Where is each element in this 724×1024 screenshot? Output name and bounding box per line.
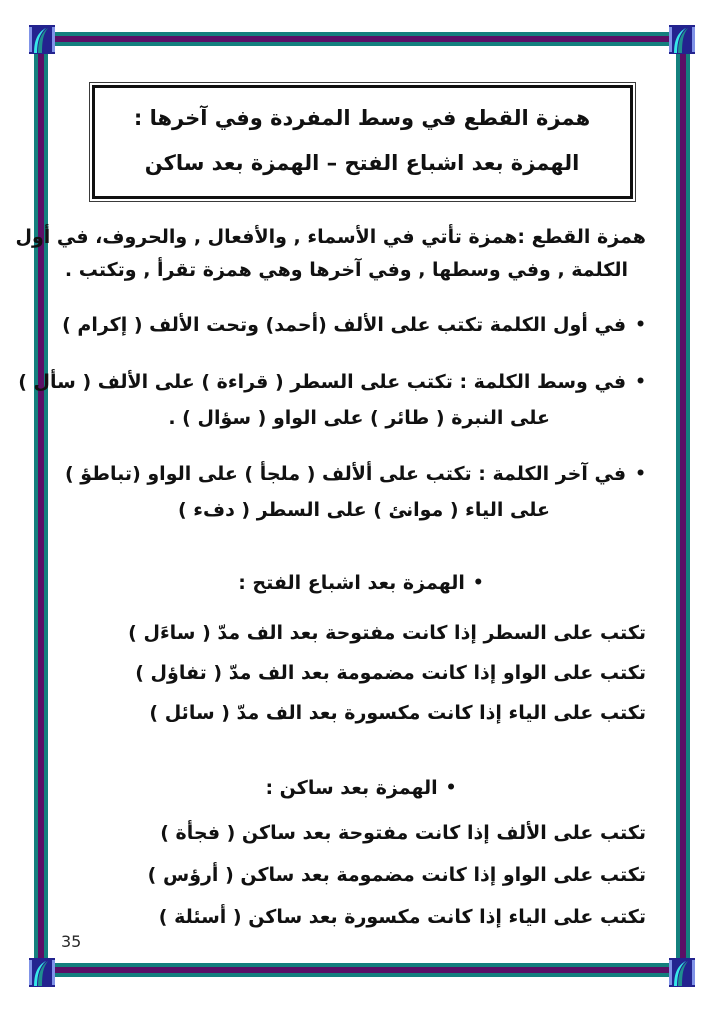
bullet-text: في آخر الكلمة : تكتب على ألألف ( ملجأ ) على الواو (تباطؤ )	[64, 463, 627, 485]
bullet-item-word-start	[62, 308, 646, 344]
frame-corner-ornament-icon	[29, 958, 55, 987]
bullet-line-continuation: على الياء ( موانئ ) على السطر ( دفء )	[177, 499, 550, 521]
body-text	[15, 221, 676, 938]
frame-corner-ornament-icon	[669, 25, 695, 54]
rule-line: تكتب على الواو إذا كانت مضمومة بعد الف مدّ ( تفاؤل )	[135, 662, 646, 684]
bullet-line	[18, 365, 646, 401]
bullet-line	[62, 308, 646, 344]
section-heading-text: الهمزة بعد ساكن :	[265, 777, 438, 799]
bullet-item-word-middle	[18, 365, 646, 436]
rule-line: تكتب على الياء إذا كانت مكسورة بعد الف مدّ ( سائل )	[149, 702, 646, 724]
rule-line: تكتب على الواو إذا كانت مضمومة بعد ساكن ( أرؤس )	[147, 864, 646, 886]
frame-corner-ornament-icon	[29, 25, 55, 54]
frame-bottom-border	[44, 963, 680, 977]
bullet-icon: •	[445, 778, 457, 798]
page-content	[15, 46, 676, 938]
section-heading-text: الهمزة بعد اشباع الفتح :	[238, 572, 465, 594]
frame-right-border	[676, 34, 690, 977]
rules-sakin	[76, 812, 646, 938]
intro-line: الكلمة , وفي وسطها , وفي آخرها وهي همزة تقرأ , وتكتب .	[64, 259, 628, 281]
page-number: 35	[61, 932, 82, 951]
frame-top-border	[44, 32, 680, 46]
section-heading-fath	[76, 566, 646, 601]
bullet-icon: •	[472, 573, 484, 593]
title-box-inner	[92, 85, 633, 199]
frame-corner-ornament-icon	[669, 958, 695, 987]
bullet-line	[64, 457, 646, 493]
bullet-icon: •	[635, 464, 646, 484]
section-heading-sakin	[76, 771, 646, 806]
title-box	[89, 82, 636, 202]
bullet-icon: •	[635, 372, 646, 392]
page-title-line-2: الهمزة بعد اشباع الفتح – الهمزة بعد ساكن	[144, 151, 580, 175]
bullet-item-word-end	[64, 457, 646, 528]
page-title-line-1: همزة القطع في وسط المفردة وفي آخرها :	[133, 106, 591, 130]
bullet-icon: •	[635, 315, 646, 335]
intro-line: همزة القطع :همزة تأتي في الأسماء , والأفعال , والحروف، في أول	[15, 226, 646, 248]
rules-fath	[76, 613, 646, 733]
bullet-text: في أول الكلمة تكتب على الألف (أحمد) وتحت الألف ( إكرام )	[62, 314, 627, 336]
frame-left-border	[34, 34, 48, 977]
rule-line: تكتب على الألف إذا كانت مفتوحة بعد ساكن ( فجأة )	[160, 822, 646, 844]
intro-paragraph	[15, 221, 646, 287]
rule-line: تكتب على السطر إذا كانت مفتوحة بعد الف مدّ ( ساءَل )	[128, 622, 646, 644]
bullet-line-continuation: على النبرة ( طائر ) على الواو ( سؤال ) .	[168, 407, 550, 429]
rule-line: تكتب على الياء إذا كانت مكسورة بعد ساكن ( أسئلة )	[158, 906, 646, 928]
bullet-text: في وسط الكلمة : تكتب على السطر ( قراءة ) على الألف ( سأل )	[18, 371, 627, 393]
